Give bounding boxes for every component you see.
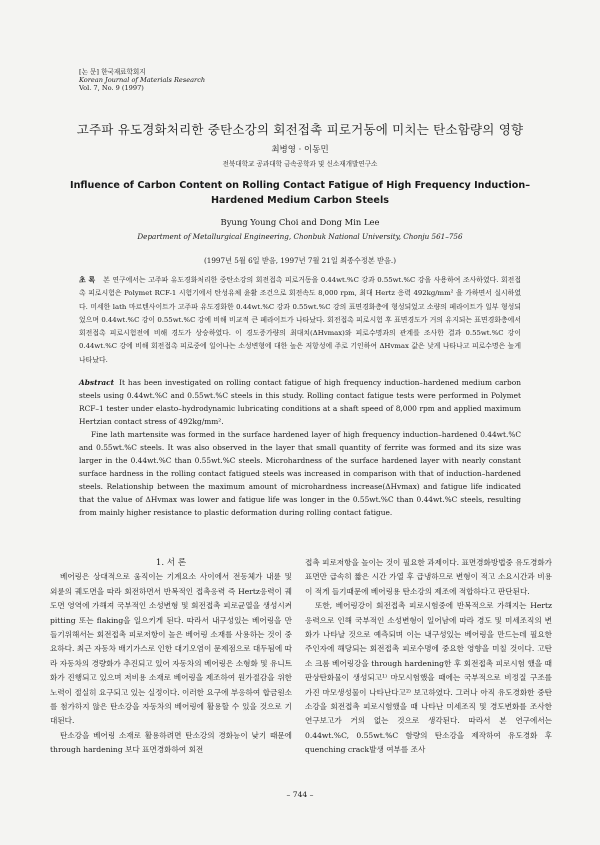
abstract-english-p2: Fine lath martensite was formed in the surface hardened layer of high frequency induction–hardened 0.44wt.%C and 0.55wt.%C steels. It was also observed in the layer that small quantity of ferrite was formed and its size was larger in the 0.44wt.%C than 0.55wt.%C steels. Microhardness of the surface hardened layer with nearly constant surface hardness in the rolling contact fatigued steels was increased in comparison with that of induction–hardened steels. Relationship between the maximum amount of microhardness increase(ΔHvmax) and fatigue life indicated that the value of ΔHvmax was lower and fatigue life was longer in the 0.55wt.%C than 0.44wt.%C steels, resulting from mainly higher resistance to plastic deformation during rolling contact fatigue. [79, 430, 521, 517]
abstract-english-p1 [79, 376, 521, 428]
abstract-english-p1-text: It has been investigated on rolling contact fatigue of high frequency induction–hardened medium carbon steels using 0.44wt.%C and 0.55wt.%C steels in this study. Rolling contact fatigue tests were performed in Polymet RCF–1 tester under elasto–hydrodynamic lubricating conditions at a shaft speed of 8,000 rpm and applied maximum Hertzian contact stress of 492kg/mm². [79, 378, 521, 426]
affiliation-korean: 전북대학교 공과대학 금속공학과 및 신소재개발연구소 [222, 160, 378, 168]
body-right-paragraph-2: 또한, 베어링강이 회전접촉 피로시험중에 반복적으로 가해지는 Hertz 응력으로 인해 국부적인 소성변형이 일어남에 따라 경도 및 미세조직의 변화가 나타날 것으로 예측되며 이는 내구성있는 베어링을 만드는데 필요한 주인자에 해당되는 회전접촉 피로수명에 중요한 영향을 미칠 것이다. 고탄소 크롬 베어링강을 through hardening한 후 회전접촉 피로시험 했을 때 판상탄화물이 생성되고¹⁾ 마모시험했을 때에는 국부적으로 비정질 구조를 가진 마모생성물이 나타난다고²⁾ 보고하였다. 그러나 아직 유도경화한 중탄소강을 회전접촉 피로시험했을 때 나타난 미세조직 및 경도변화를 조사한 연구보고가 거의 없는 것으로 생각된다. 따라서 본 연구에서는 0.44wt.%C, 0.55wt.%C 함량의 탄소강을 제작하여 유도경화 후 quenching crack발생 여부를 조사 [305, 601, 552, 755]
journal-header [79, 68, 205, 92]
title-korean: 고주파 유도경화처리한 중탄소강의 회전접촉 피로거동에 미치는 탄소함량의 영향 [76, 122, 524, 137]
section-heading-introduction: 1. 서 론 [155, 558, 187, 568]
body-left-paragraph-2: 탄소강을 베어링 소재로 활용하려면 탄소강의 경화능이 낮기 때문에 through hardening 보다 표면경화하여 회전 [50, 730, 292, 755]
abstract-korean-text: 본 연구에서는 고주파 유도경화처리한 중탄소강의 회전접촉 피로거동을 0.44wt.%C 강과 0.55wt.%C 강을 사용하여 조사하였다. 회전접촉 피로시험은 Polymet RCF-1 시험기에서 탄성유체 윤활 조건으로 회전속도 8,000 rpm, 최대 Hertz 응력 492kg/mm² 을 가하면서 실시하였다. 미세한 lath 마르텐사이트가 고주파 유도경화한 0.44wt.%C 강과 0.55wt.%C 강의 표면경화층에 형성되었고 소량의 페라이트가 일부 형성되었으며 0.44wt.%C 강이 0.55wt.%C 강에 비해 비교적 큰 페라이트가 나타났다. 회전접촉 피로시험 후 표면경도가 거의 유지되는 표면경화층에서 회전접촉 피로시험전에 비해 경도가 상승하였다. 이 경도증가량의 최대치(ΔHvmax)와 피로수명과의 관계를 조사한 결과 0.55wt.%C 강이 0.44wt.%C 강에 비해 회전접촉 피로중에 일어나는 소성변형에 대한 높은 저항성에 주로 기인하여 ΔHvmax 값은 낮게 나타나고 피로수명은 높게 나타났다. [79, 276, 521, 364]
body-right-column [305, 556, 552, 758]
page-number: – 744 – [286, 790, 314, 799]
received-dates: (1997년 5월 6일 받음, 1997년 7월 21일 최종수정본 받음.) [203, 256, 397, 265]
body-left-paragraph-1: 베어링은 상대적으로 움직이는 기계요소 사이에서 전동체가 내륜 및 외륜의 궤도면을 따라 회전하면서 반복적인 접촉응력 즉 Hertz응력이 궤도면 영역에 가해져 국부적인 소성변형 및 회전접촉 피로균열을 생성시켜 pitting 또는 flaking을 일으키게 된다. 따라서 내구성있는 베어링을 만들기위해서는 회전접촉 피로저항이 높은 베어링 소재를 사용하는 것이 중요하다. 최근 자동차 배기가스로 인한 대기오염이 문제점으로 대두됨에 따라 자동차의 경량화가 추진되고 있어 자동차의 베어링은 소형화 및 유니트화가 진행되고 있으며 저비용 소재로 베어링을 제조하여 원가절감을 위한 노력이 절실히 요구되고 있는 실정이다. 이러한 요구에 부응하여 합금원소를 첨가하지 않은 탄소강을 자동차의 베어링에 활용할 수 있을 것으로 기대된다. [50, 572, 292, 726]
abstract-english-label: Abstract [79, 378, 115, 387]
abstract-english [79, 376, 521, 519]
journal-name-en: Korean Journal of Materials Research [79, 76, 206, 84]
authors-korean: 최병영 · 이동민 [271, 145, 329, 155]
journal-volume: Vol. 7, No. 9 (1997) [79, 84, 144, 92]
title-english: Influence of Carbon Content on Rolling Contact Fatigue of High Frequency Induction–Hardened Medium Carbon Steels [70, 180, 530, 206]
journal-name-ko: [논 문] 한국재료학회지 [79, 68, 146, 76]
authors-english: Byung Young Choi and Dong Min Lee [220, 217, 380, 227]
body-right-paragraph-1: 접촉 피로저항을 높이는 것이 필요한 과제이다. 표면경화방법중 유도경화가 표면만 급속히 짧은 시간 가열 후 급냉하므로 변형이 적고 소요시간과 비용이 적게 들기때문에 베어링용 탄소강의 제조에 적합하다고 판단된다. [305, 558, 552, 596]
affiliation-english: Department of Metallurgical Engineering, Chonbuk National University, Chonju 561–756 [137, 232, 463, 241]
body-left-column [50, 556, 292, 758]
abstract-korean-label: 초 록 [79, 276, 96, 284]
abstract-korean [79, 274, 521, 367]
